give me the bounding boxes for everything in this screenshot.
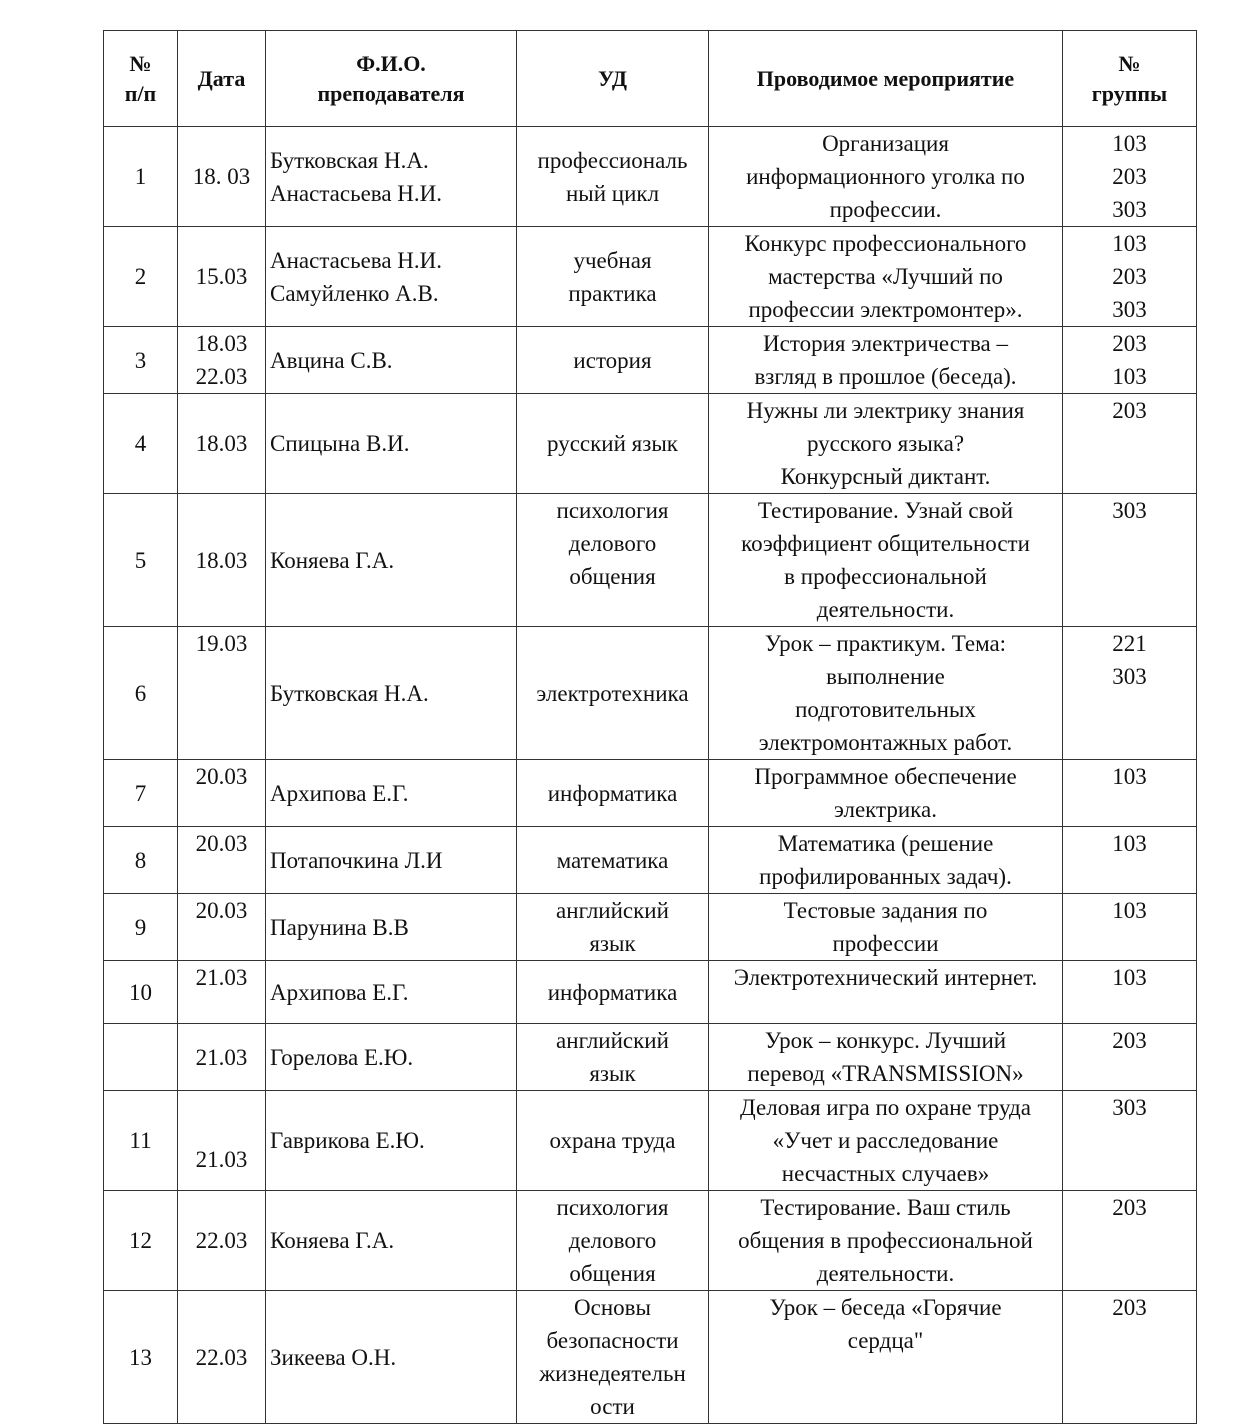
schedule-table (103, 30, 1197, 1424)
row-groups: 203 103 (1063, 327, 1197, 394)
table-row (104, 961, 1197, 1024)
row-groups: 303 (1063, 494, 1197, 627)
row-event: Программное обеспечение электрика. (709, 760, 1063, 827)
row-event: Электротехнический интернет. (709, 961, 1063, 1024)
table-row (104, 1024, 1197, 1091)
row-teacher: Анастасьева Н.И. Самуйленко А.В. (266, 227, 517, 327)
table-row (104, 1191, 1197, 1291)
row-groups: 103 (1063, 827, 1197, 894)
row-teacher: Бутковская Н.А. Анастасьева Н.И. (266, 127, 517, 227)
table-row (104, 494, 1197, 627)
row-number: 1 (104, 127, 178, 227)
row-number: 12 (104, 1191, 178, 1291)
row-groups: 203 (1063, 394, 1197, 494)
row-groups: 303 (1063, 1091, 1197, 1191)
row-groups: 103 (1063, 961, 1197, 1024)
row-number: 2 (104, 227, 178, 327)
table-row (104, 827, 1197, 894)
row-date: 19.03 (178, 627, 266, 760)
row-discipline: психология делового общения (517, 1191, 709, 1291)
row-event: Деловая игра по охране труда «Учет и расследование несчастных случаев» (709, 1091, 1063, 1191)
table-row (104, 127, 1197, 227)
row-date: 22.03 (178, 1291, 266, 1424)
header-date: Дата (178, 31, 266, 127)
row-date: 21.03 (178, 1024, 266, 1091)
row-date: 18. 03 (178, 127, 266, 227)
row-number: 8 (104, 827, 178, 894)
header-num: № п/п (104, 31, 178, 127)
row-groups: 221 303 (1063, 627, 1197, 760)
row-teacher: Парунина В.В (266, 894, 517, 961)
row-discipline: профессиональ ный цикл (517, 127, 709, 227)
header-event: Проводимое мероприятие (709, 31, 1063, 127)
row-teacher: Коняева Г.А. (266, 494, 517, 627)
row-discipline: психология делового общения (517, 494, 709, 627)
table-row (104, 1291, 1197, 1424)
row-event: Урок – беседа «Горячие сердца" (709, 1291, 1063, 1424)
row-teacher: Зикеева О.Н. (266, 1291, 517, 1424)
row-teacher: Авцина С.В. (266, 327, 517, 394)
row-discipline: учебная практика (517, 227, 709, 327)
row-number: 4 (104, 394, 178, 494)
row-number: 11 (104, 1091, 178, 1191)
row-discipline: информатика (517, 961, 709, 1024)
row-event: Урок – конкурс. Лучший перевод «TRANSMISSION» (709, 1024, 1063, 1091)
header-fio: Ф.И.О. преподавателя (266, 31, 517, 127)
row-date: 20.03 (178, 894, 266, 961)
row-number: 3 (104, 327, 178, 394)
row-teacher: Коняева Г.А. (266, 1191, 517, 1291)
row-discipline: охрана труда (517, 1091, 709, 1191)
table-row (104, 894, 1197, 961)
row-teacher: Потапочкина Л.И (266, 827, 517, 894)
row-discipline: Основы безопасности жизнедеятельн ости (517, 1291, 709, 1424)
row-teacher: Архипова Е.Г. (266, 961, 517, 1024)
row-event: Тестовые задания по профессии (709, 894, 1063, 961)
row-number: 13 (104, 1291, 178, 1424)
row-discipline: история (517, 327, 709, 394)
table-row (104, 327, 1197, 394)
row-discipline: математика (517, 827, 709, 894)
table-row (104, 394, 1197, 494)
row-date: 18.03 (178, 494, 266, 627)
schedule-body (104, 127, 1197, 1424)
row-groups: 203 (1063, 1024, 1197, 1091)
row-number: 6 (104, 627, 178, 760)
row-number: 9 (104, 894, 178, 961)
row-date: 21.03 (178, 1091, 266, 1191)
header-ud: УД (517, 31, 709, 127)
row-date: 20.03 (178, 760, 266, 827)
row-event: История электричества – взгляд в прошлое (беседа). (709, 327, 1063, 394)
row-date: 15.03 (178, 227, 266, 327)
row-groups: 103 (1063, 760, 1197, 827)
row-teacher: Бутковская Н.А. (266, 627, 517, 760)
row-date: 18.03 22.03 (178, 327, 266, 394)
row-groups: 103 203 303 (1063, 227, 1197, 327)
row-groups: 103 203 303 (1063, 127, 1197, 227)
row-event: Нужны ли электрику знания русского языка? Конкурсный диктант. (709, 394, 1063, 494)
row-discipline: электротехника (517, 627, 709, 760)
row-groups: 203 (1063, 1291, 1197, 1424)
row-discipline: информатика (517, 760, 709, 827)
row-teacher: Гаврикова Е.Ю. (266, 1091, 517, 1191)
row-date: 21.03 (178, 961, 266, 1024)
row-event: Математика (решение профилированных задач). (709, 827, 1063, 894)
row-number: 5 (104, 494, 178, 627)
table-row (104, 627, 1197, 760)
row-teacher: Горелова Е.Ю. (266, 1024, 517, 1091)
table-row (104, 227, 1197, 327)
row-date: 18.03 (178, 394, 266, 494)
row-event: Конкурс профессионального мастерства «Лучший по профессии электромонтер». (709, 227, 1063, 327)
row-event: Тестирование. Ваш стиль общения в профессиональной деятельности. (709, 1191, 1063, 1291)
table-row (104, 1091, 1197, 1191)
row-discipline: английский язык (517, 894, 709, 961)
row-event: Урок – практикум. Тема: выполнение подготовительных электромонтажных работ. (709, 627, 1063, 760)
header-row (104, 31, 1197, 127)
row-teacher: Спицына В.И. (266, 394, 517, 494)
row-event: Тестирование. Узнай свой коэффициент общительности в профессиональной деятельности. (709, 494, 1063, 627)
row-number (104, 1024, 178, 1091)
row-groups: 103 (1063, 894, 1197, 961)
table-row (104, 760, 1197, 827)
row-date: 20.03 (178, 827, 266, 894)
row-number: 7 (104, 760, 178, 827)
header-group: № группы (1063, 31, 1197, 127)
row-number: 10 (104, 961, 178, 1024)
row-groups: 203 (1063, 1191, 1197, 1291)
row-teacher: Архипова Е.Г. (266, 760, 517, 827)
row-discipline: английский язык (517, 1024, 709, 1091)
row-date: 22.03 (178, 1191, 266, 1291)
row-discipline: русский язык (517, 394, 709, 494)
row-event: Организация информационного уголка по профессии. (709, 127, 1063, 227)
